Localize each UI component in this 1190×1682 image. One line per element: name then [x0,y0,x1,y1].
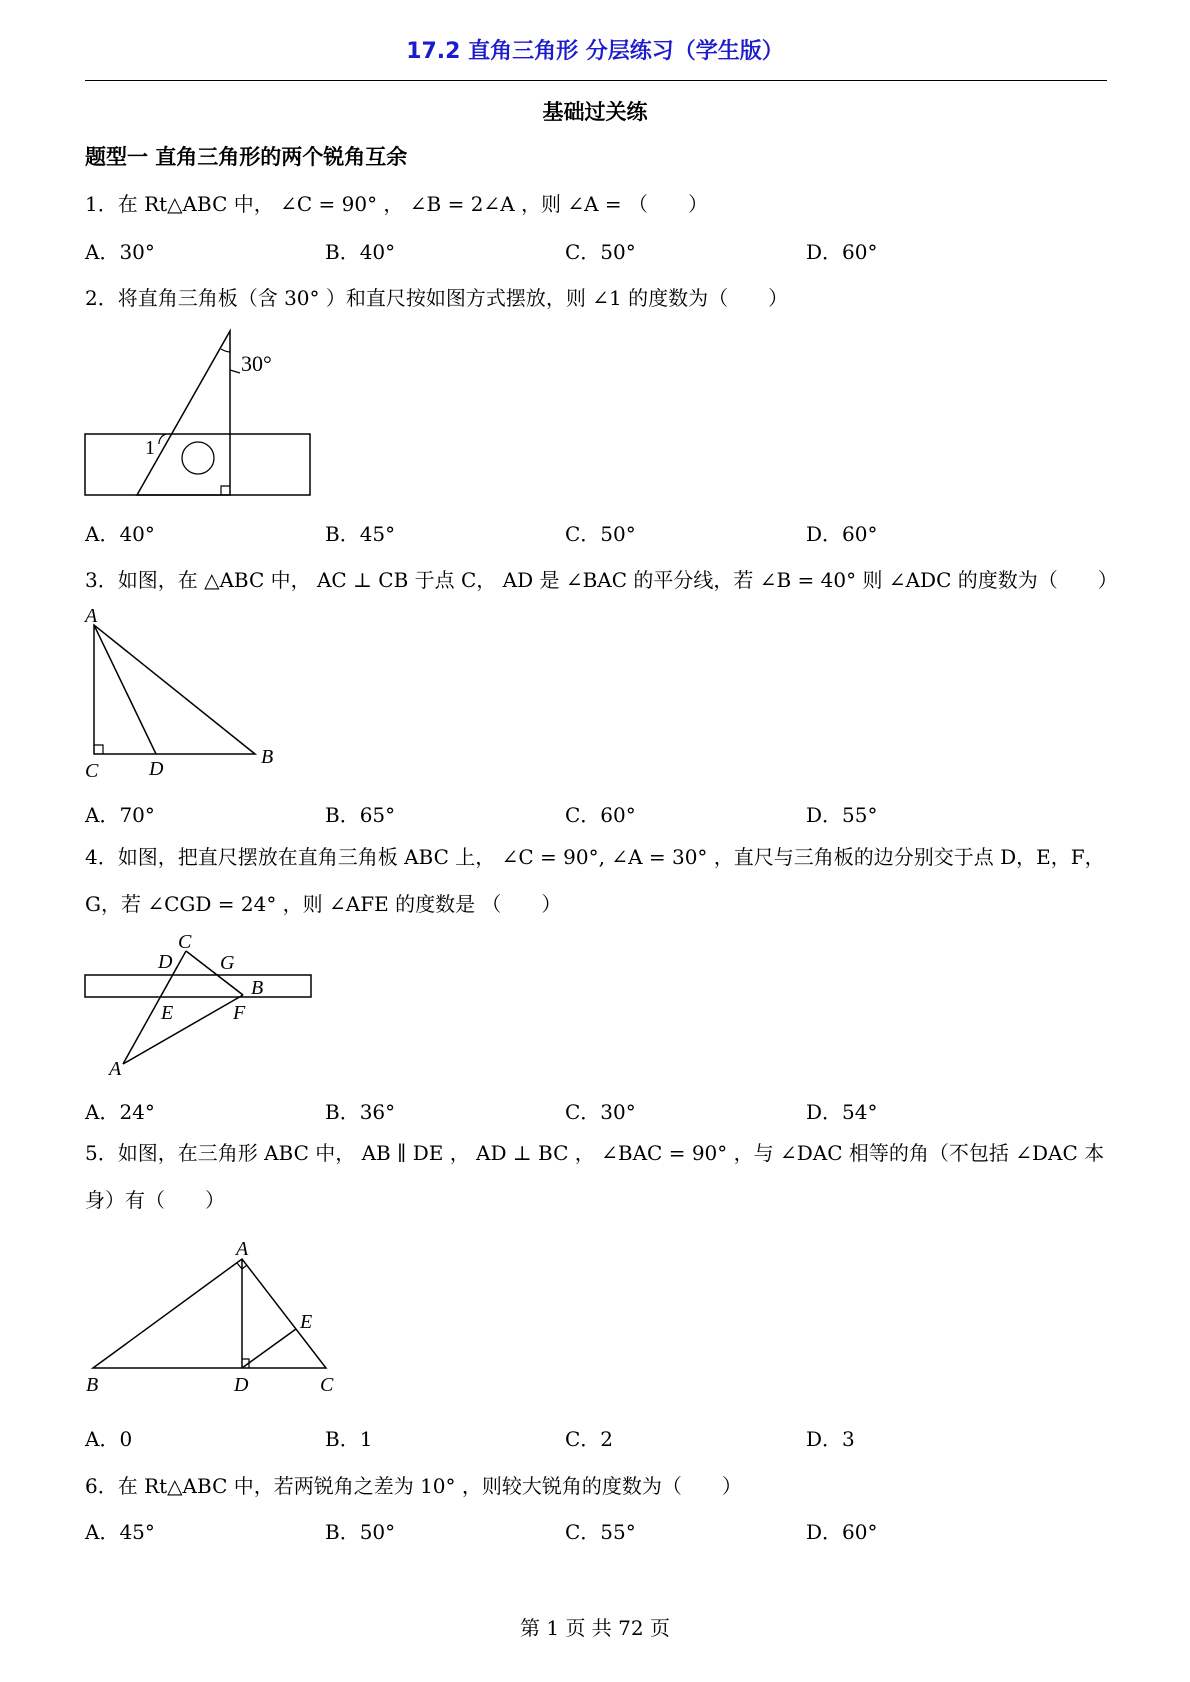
set-square-hole [182,442,214,474]
question-5-option-a[interactable]: A．0 [85,1427,133,1451]
label-c: C [85,760,99,782]
label-d: D [234,1374,249,1396]
label-b: B [251,977,264,999]
figure-triangle-abc-bisector [80,600,290,785]
bisector-ad [94,625,156,754]
label-b: B [261,746,274,768]
question-6-option-d[interactable]: D．60° [806,1520,878,1544]
label-f: F [233,1002,246,1024]
section-title: 基础过关练 [542,100,648,124]
header-divider [85,80,1107,81]
ruler-shape [85,975,311,997]
question-4-option-b[interactable]: B．36° [325,1100,396,1124]
question-3-option-b[interactable]: B．65° [325,803,396,827]
set-square-shape [137,331,230,495]
figure-triangle-abc-altitude [80,1235,350,1400]
question-4-option-d[interactable]: D．54° [806,1100,878,1124]
question-1-option-a[interactable]: A．30° [85,240,155,264]
side-ab [123,995,243,1064]
label-d: D [149,758,164,780]
question-6-option-c[interactable]: C．55° [565,1520,636,1544]
label-a: A [236,1238,249,1260]
question-5-option-c[interactable]: C．2 [565,1427,614,1451]
question-2-option-a[interactable]: A．40° [85,522,155,546]
question-2-option-b[interactable]: B．45° [325,522,396,546]
label-c: C [320,1374,334,1396]
segment-de [242,1329,296,1368]
question-1-option-d[interactable]: D．60° [806,240,878,264]
question-3-stem: 3．如图，在 △ABC 中， AC ⊥ CB 于点 C， AD 是 ∠BAC 的平分线，若 ∠B = 40° 则 ∠ADC 的度数为（ ） [85,568,1118,592]
angle-30-arc [221,349,230,352]
question-2-option-c[interactable]: C．50° [565,522,636,546]
label-a: A [109,1058,122,1080]
question-6-option-b[interactable]: B．50° [325,1520,396,1544]
question-5-option-b[interactable]: B．1 [325,1427,373,1451]
label-e: E [161,1002,174,1024]
triangle-abc [93,1259,326,1368]
question-type-title: 题型一 直角三角形的两个锐角互余 [85,145,408,169]
page-footer: 第 1 页 共 72 页 [520,1616,670,1640]
label-e: E [300,1311,313,1333]
question-1-stem: 1．在 Rt△ABC 中， ∠C = 90° ， ∠B = 2∠A ，则 ∠A = （ ） [85,192,709,216]
question-5-stem: 5．如图，在三角形 ABC 中， AB ∥ DE ， AD ⊥ BC ， ∠BAC = 90° ，与 ∠DAC 相等的角（不包括 ∠DAC 本身）有（ ） [85,1141,1105,1212]
question-2-option-d[interactable]: D．60° [806,522,878,546]
angle-1-arc [159,434,166,444]
question-1-option-c[interactable]: C．50° [565,240,636,264]
question-5-option-d[interactable]: D．3 [806,1427,855,1451]
right-angle-mark [221,486,230,495]
figure-ruler-triangle [80,922,320,1082]
question-4-stem: 4．如图，把直尺摆放在直角三角板 ABC 上， ∠C = 90°, ∠A = 30° ，直尺与三角板的边分别交于点 D，E，F，G，若 ∠CGD = 24° ，则 ∠AFE 的度数是 （ ） [85,845,1105,916]
label-g: G [220,952,235,974]
page-title: 17.2 直角三角形 分层练习（学生版） [406,39,784,64]
question-6-option-a[interactable]: A．45° [85,1520,155,1544]
figure-ruler-set-square [80,326,320,501]
question-3-option-c[interactable]: C．60° [565,803,636,827]
angle-30-pointer [230,370,240,373]
question-3-option-d[interactable]: D．55° [806,803,878,827]
label-b: B [86,1374,99,1396]
label-d: D [158,951,173,973]
question-3-option-a[interactable]: A．70° [85,803,155,827]
label-a: A [85,605,98,627]
question-4-option-a[interactable]: A．24° [85,1100,155,1124]
question-4-option-c[interactable]: C．30° [565,1100,636,1124]
ruler-shape [85,434,310,495]
triangle-abc [94,625,255,754]
angle-1-label: 1 [145,437,155,459]
right-angle-mark [94,745,103,754]
question-1-option-b[interactable]: B．40° [325,240,396,264]
question-2-stem: 2．将直角三角板（含 30° ）和直尺按如图方式摆放，则 ∠1 的度数为（ ） [85,286,789,310]
question-6-stem: 6．在 Rt△ABC 中，若两锐角之差为 10° ，则较大锐角的度数为（ ） [85,1474,742,1498]
label-c: C [178,931,192,953]
angle-30-label: 30° [241,351,272,376]
